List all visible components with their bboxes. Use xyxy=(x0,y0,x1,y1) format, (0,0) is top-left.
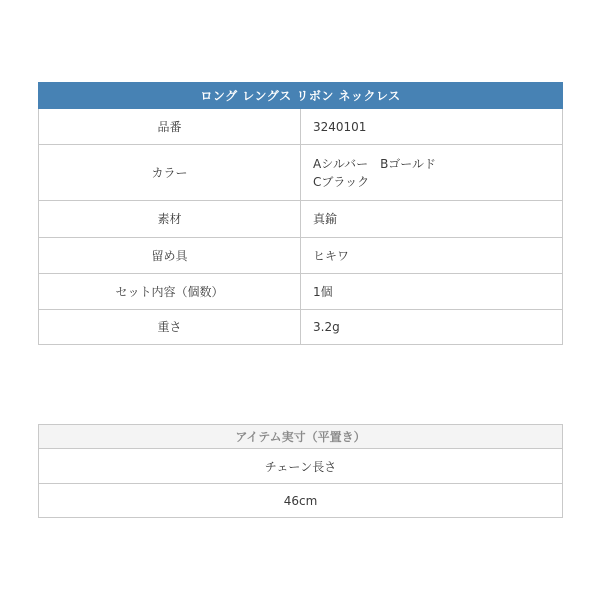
spec-value-line: ヒキワ xyxy=(313,248,350,263)
spec-value-line: 3240101 xyxy=(313,119,367,134)
spec-table-title: ロング レングス リボン ネックレス xyxy=(39,83,563,109)
spec-value xyxy=(301,238,563,274)
spec-label: 品番 xyxy=(39,109,301,145)
product-spec-table xyxy=(38,82,563,345)
measure-header-cell: チェーン長さ xyxy=(39,449,563,484)
spec-label: セット内容（個数） xyxy=(39,274,301,310)
spec-row-color xyxy=(39,145,563,201)
spec-value xyxy=(301,201,563,238)
spec-value xyxy=(301,310,563,345)
spec-value-line: Aシルバー Bゴールド xyxy=(313,156,437,171)
measure-value-cell: 46cm xyxy=(39,484,563,518)
spec-label: 重さ xyxy=(39,310,301,345)
spec-row-weight xyxy=(39,310,563,345)
item-measurement-table xyxy=(38,424,563,518)
spec-row-product-number xyxy=(39,109,563,145)
spec-value xyxy=(301,145,563,201)
spec-value-line: 真鍮 xyxy=(313,212,338,226)
spec-label: 留め具 xyxy=(39,238,301,274)
measure-table-title: アイテム実寸（平置き） xyxy=(39,425,563,449)
spec-value-line: Cブラック xyxy=(313,174,370,189)
measure-header-row xyxy=(39,449,563,484)
spec-label: 素材 xyxy=(39,201,301,238)
spec-row-clasp xyxy=(39,238,563,274)
spec-value xyxy=(301,274,563,310)
measure-value-row xyxy=(39,484,563,518)
spec-row-set-contents xyxy=(39,274,563,310)
spec-value-line: 3.2g xyxy=(313,320,340,334)
spec-value-line: 1個 xyxy=(313,284,333,299)
spec-value xyxy=(301,109,563,145)
spec-label: カラー xyxy=(39,145,301,201)
spec-row-material xyxy=(39,201,563,238)
